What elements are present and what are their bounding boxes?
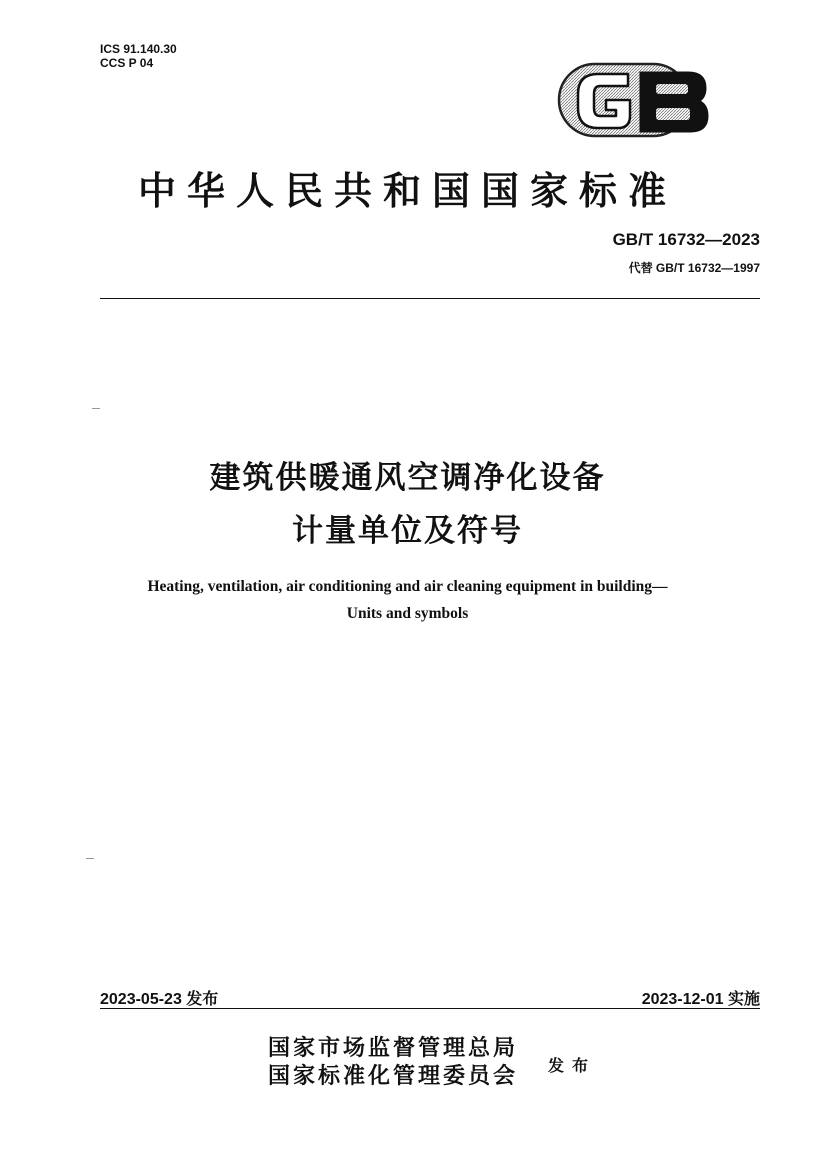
margin-mark xyxy=(86,858,94,859)
issuing-authorities xyxy=(268,1034,518,1090)
footer-divider xyxy=(100,1008,760,1009)
chinese-title-line-2: 计量单位及符号 xyxy=(292,513,523,549)
replaced-standard: 代替 GB/T 16732—1997 xyxy=(628,261,760,275)
national-standard-heading: 中华人民共和国国家标准 xyxy=(137,168,677,213)
header-divider xyxy=(100,298,760,299)
issue-date: 2023-05-23 发布 xyxy=(100,991,219,1008)
english-title-line-1: Heating, ventilation, air conditioning and air cleaning equipment in building— xyxy=(147,578,668,595)
margin-mark xyxy=(92,408,100,409)
gb-logo xyxy=(556,56,718,142)
issuer-samr: 国家市场监督管理总局 xyxy=(268,1035,519,1061)
ccs-code: CCS P 04 xyxy=(100,56,154,70)
issue-label: 发布 xyxy=(548,1056,597,1075)
issuer-sac: 国家标准化管理委员会 xyxy=(268,1063,519,1089)
implementation-date: 2023-12-01 实施 xyxy=(641,991,760,1008)
classification-codes xyxy=(100,42,177,70)
english-title-line-2: Units and symbols xyxy=(346,605,469,622)
chinese-title-line-1: 建筑供暖通风空调净化设备 xyxy=(209,460,606,496)
standard-number: GB/T 16732—2023 xyxy=(612,230,760,249)
ics-code: ICS 91.140.30 xyxy=(100,42,177,56)
